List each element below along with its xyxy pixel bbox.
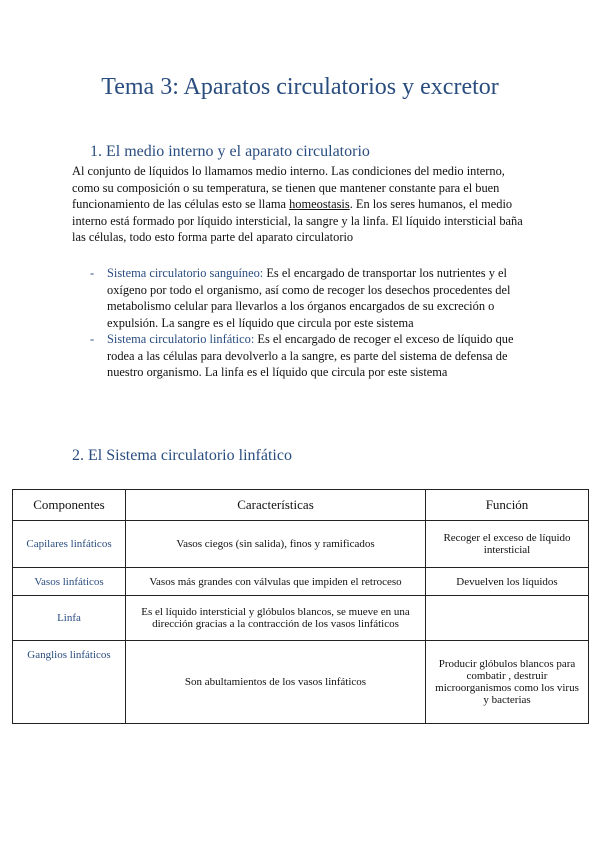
table-row — [13, 596, 589, 641]
list-item-label: Sistema circulatorio linfático: — [107, 332, 255, 346]
cell-function — [426, 596, 589, 641]
paragraph-text-end: . En los seres humanos, el medio interno está formado por líquido intersticial, la sangre y la linfa. El líquido intersticial baña las células, todo esto forma parte del aparato circulatorio — [72, 197, 523, 244]
cell-component: Vasos linfáticos — [13, 568, 126, 596]
circulatory-systems-list — [90, 265, 522, 381]
table-row — [13, 641, 589, 724]
cell-component: Capilares linfáticos — [13, 521, 126, 568]
list-item-lymph-system — [90, 331, 522, 381]
cell-function: Devuelven los líquidos — [426, 568, 589, 596]
list-item-text: Es el encargado de recoger el exceso de líquido que rodea a las células para devolverlo a la sangre, es parte del sistema de defensa de nuestro organismo. La linfa es el líquido que circula por este sistema — [107, 332, 514, 379]
dash-bullet: - — [90, 332, 95, 346]
cell-characteristics: Vasos ciegos (sin salida), finos y ramificados — [126, 521, 426, 568]
cell-characteristics: Es el líquido intersticial y glóbulos blancos, se mueve en una dirección gracias a la contracción de los vasos linfáticos — [126, 596, 426, 641]
page-title: Tema 3: Aparatos circulatorios y excretor — [101, 74, 499, 100]
cell-characteristics: Vasos más grandes con válvulas que impiden el retroceso — [126, 568, 426, 596]
cell-component: Ganglios linfáticos — [13, 641, 126, 724]
homeostasis-term: homeostasis — [289, 197, 350, 211]
cell-characteristics: Son abultamientos de los vasos linfáticos — [126, 641, 426, 724]
section-2-heading: 2. El Sistema circulatorio linfático — [72, 447, 292, 464]
header-componentes: Componentes — [13, 490, 126, 521]
paragraph-text-start: Al conjunto de líquidos lo llamamos medio interno. Las condiciones del medio interno, como su composición o su temperatura, se tienen que mantener constante para el buen funcionamiento de las células esto se llama — [72, 164, 505, 211]
cell-function: Recoger el exceso de líquido intersticial — [426, 521, 589, 568]
dash-bullet: - — [90, 266, 95, 280]
section-1-heading: 1. El medio interno y el aparato circulatorio — [90, 143, 370, 160]
section-1-paragraph — [72, 163, 532, 246]
list-item-blood-system — [90, 265, 522, 331]
table-header-row — [13, 490, 589, 521]
cell-function: Producir glóbulos blancos para combatir , destruir microorganismos como los virus y bacterias — [426, 641, 589, 724]
list-item-label: Sistema circulatorio sanguíneo: — [107, 266, 264, 280]
list-item-text: Es el encargado de transportar los nutrientes y el oxígeno por todo el organismo, así como de recoger los desechos procedentes del metabolismo celular para llevarlos a los órganos encargados de su excreción o expulsión. La sangre es el líquido que circula por este sistema — [107, 266, 511, 330]
cell-component: Linfa — [13, 596, 126, 641]
table-row — [13, 568, 589, 596]
lymphatic-system-table — [12, 489, 589, 724]
header-caracteristicas: Características — [126, 490, 426, 521]
header-funcion: Función — [426, 490, 589, 521]
table-row — [13, 521, 589, 568]
